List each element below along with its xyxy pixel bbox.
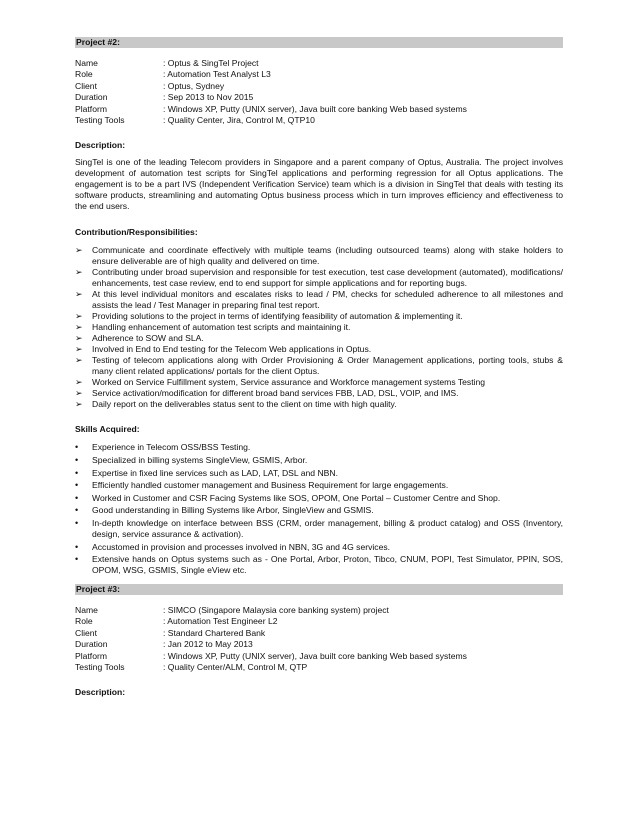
bullet-icon: •: [75, 541, 79, 552]
arrow-bullet-icon: ➢: [75, 333, 83, 344]
arrow-bullet-icon: ➢: [75, 289, 83, 300]
list-item: [75, 245, 563, 267]
field-label: Duration: [75, 92, 108, 103]
bullet-icon: •: [75, 480, 79, 491]
list-item: [75, 399, 563, 410]
list-item: [75, 355, 563, 377]
list-item-text: Communicate and coordinate effectively with multiple teams (including outsourced teams) along with stake holders to ensure deliverable are of high quality and delivered on time.: [92, 245, 563, 267]
list-item: [75, 377, 563, 388]
bullet-icon: •: [75, 467, 79, 478]
responsibilities-heading: Contribution/Responsibilities:: [75, 227, 198, 238]
field-label: Testing Tools: [75, 662, 125, 673]
field-value: : SIMCO (Singapore Malaysia core banking system) project: [163, 605, 389, 616]
project-3-header: Project #3:: [75, 584, 563, 595]
list-item: [75, 311, 563, 322]
bullet-icon: •: [75, 442, 79, 453]
field-value: : Optus & SingTel Project: [163, 58, 259, 68]
list-item: [75, 505, 563, 516]
field-label: Platform: [75, 103, 107, 114]
field-label: Name: [75, 605, 98, 616]
resume-page: [75, 0, 563, 698]
bullet-icon: •: [75, 492, 79, 503]
field-label: Client: [75, 627, 97, 638]
list-item-text: Experience in Telecom OSS/BSS Testing.: [92, 442, 251, 453]
list-item-text: Adherence to SOW and SLA.: [92, 333, 204, 344]
list-item-text: At this level individual monitors and escalates risks to lead / PM, checks for scheduled adherence to all milestones and assists the lead / Test Manager in preparing final test report.: [92, 289, 563, 311]
arrow-bullet-icon: ➢: [75, 355, 83, 366]
arrow-bullet-icon: ➢: [75, 388, 83, 399]
list-item-text: Daily report on the deliverables status sent to the client on time with high quality.: [92, 399, 397, 410]
bullet-icon: •: [75, 454, 79, 465]
field-label: Name: [75, 58, 98, 68]
list-item-text: Efficiently handled customer management and Business Requirement for large engagements.: [92, 480, 449, 491]
responsibilities-list: [75, 245, 563, 410]
list-item-text: Good understanding in Billing Systems like Arbor, SingleView and GSMIS.: [92, 505, 374, 516]
bullet-icon: •: [75, 554, 79, 565]
field-label: Role: [75, 69, 93, 80]
list-item-text: Providing solutions to the project in terms of identifying feasibility of automation & implementing it.: [92, 311, 463, 322]
field-label: Testing Tools: [75, 114, 125, 125]
list-item-text: Contributing under broad supervision and responsible for test execution, test case development (automated), modifications/ enhancements, test case review, end to end support for simple applications and for reporting bugs.: [92, 267, 563, 289]
field-value: : Optus, Sydney: [163, 80, 225, 91]
list-item-text: Specialized in billing systems SingleView, GSMIS, Arbor.: [92, 454, 308, 465]
arrow-bullet-icon: ➢: [75, 245, 83, 256]
list-item: [75, 518, 563, 540]
list-item-text: Handling enhancement of automation test scripts and maintaining it.: [92, 322, 351, 333]
list-item: [75, 267, 563, 289]
field-value: : Quality Center/ALM, Control M, QTP: [163, 662, 308, 673]
field-label: Platform: [75, 650, 107, 661]
bullet-icon: •: [75, 505, 79, 516]
list-item: [75, 289, 563, 311]
field-row: [75, 92, 563, 103]
field-row: [75, 639, 563, 650]
description-text: SingTel is one of the leading Telecom providers in Singapore and a parent company of Optus, Australia. The project involves development of automation test scripts for SingTel applications and performing regression for all Optus applications. The engagement is to be a part IVS (Independent Verification Service) team which is a division in SingTel that deals with testing its software products, streamlining and automating Optus business process which in turn improves efficiency and effectiveness to the end users.: [75, 157, 563, 212]
list-item: [75, 480, 563, 491]
list-item: [75, 442, 563, 453]
field-value: : Automation Test Analyst L3: [163, 69, 271, 80]
field-row: [75, 104, 563, 115]
arrow-bullet-icon: ➢: [75, 267, 83, 278]
list-item-text: Extensive hands on Optus systems such as - One Portal, Arbor, Proton, Tibco, CNUM, POPI, Test Simulator, PPIN, SOS, OPOM, WSG, GSMIS, Single eView etc.: [92, 554, 563, 576]
field-row: [75, 58, 563, 69]
field-row: [75, 81, 563, 92]
field-row: [75, 616, 563, 627]
list-item-text: Accustomed in provision and processes involved in NBN, 3G and 4G services.: [92, 541, 391, 552]
project-2-fields: [75, 58, 563, 126]
field-row: [75, 605, 563, 616]
arrow-bullet-icon: ➢: [75, 399, 83, 410]
arrow-bullet-icon: ➢: [75, 322, 83, 333]
project-2-header: Project #2:: [75, 37, 563, 48]
field-row: [75, 115, 563, 126]
list-item-text: Service activation/modification for different broad band services FBB, LAD, DSL, VOIP, and IMS.: [92, 388, 459, 399]
arrow-bullet-icon: ➢: [75, 344, 83, 355]
field-label: Client: [75, 80, 97, 91]
field-row: [75, 651, 563, 662]
list-item-text: In-depth knowledge on interface between BSS (CRM, order management, billing & product catalog) and OSS (Inventory, design, service assurance & activation).: [92, 517, 563, 539]
description-heading: Description:: [75, 140, 126, 151]
bullet-icon: •: [75, 517, 79, 528]
field-value: : Jan 2012 to May 2013: [163, 639, 253, 650]
arrow-bullet-icon: ➢: [75, 377, 83, 388]
list-item-text: Worked in Customer and CSR Facing Systems like SOS, OPOM, One Portal – Customer Centre and Shop.: [92, 492, 501, 503]
field-value: : Quality Center, Jira, Control M, QTP10: [163, 114, 315, 125]
skills-heading: Skills Acquired:: [75, 424, 140, 435]
list-item: [75, 388, 563, 399]
field-label: Duration: [75, 639, 108, 650]
skills-list: [75, 442, 563, 576]
list-item-text: Involved in End to End testing for the Telecom Web applications in Optus.: [92, 344, 372, 355]
list-item: [75, 344, 563, 355]
field-value: : Standard Chartered Bank: [163, 627, 266, 638]
field-row: [75, 628, 563, 639]
field-row: [75, 69, 563, 80]
field-value: : Automation Test Engineer L2: [163, 616, 278, 627]
field-value: : Windows XP, Putty (UNIX server), Java built core banking Web based systems: [163, 650, 467, 661]
list-item: [75, 468, 563, 479]
arrow-bullet-icon: ➢: [75, 311, 83, 322]
list-item: [75, 333, 563, 344]
description-heading: Description:: [75, 687, 126, 698]
list-item-text: Testing of telecom applications along with Order Provisioning & Order Management applications, porting tools, stubs & many client related applications/ portals for the client Optus.: [92, 355, 563, 377]
field-value: : Windows XP, Putty (UNIX server), Java built core banking Web based systems: [163, 103, 467, 114]
project-3-fields: [75, 605, 563, 673]
list-item: [75, 455, 563, 466]
list-item-text: Worked on Service Fulfillment system, Service assurance and Workforce management systems Testing: [92, 377, 486, 388]
field-value: : Sep 2013 to Nov 2015: [163, 92, 254, 103]
list-item: [75, 322, 563, 333]
field-label: Role: [75, 616, 93, 627]
list-item: [75, 554, 563, 576]
list-item: [75, 493, 563, 504]
list-item: [75, 542, 563, 553]
list-item-text: Expertise in fixed line services such as LAD, LAT, DSL and NBN.: [92, 467, 338, 478]
field-row: [75, 662, 563, 673]
